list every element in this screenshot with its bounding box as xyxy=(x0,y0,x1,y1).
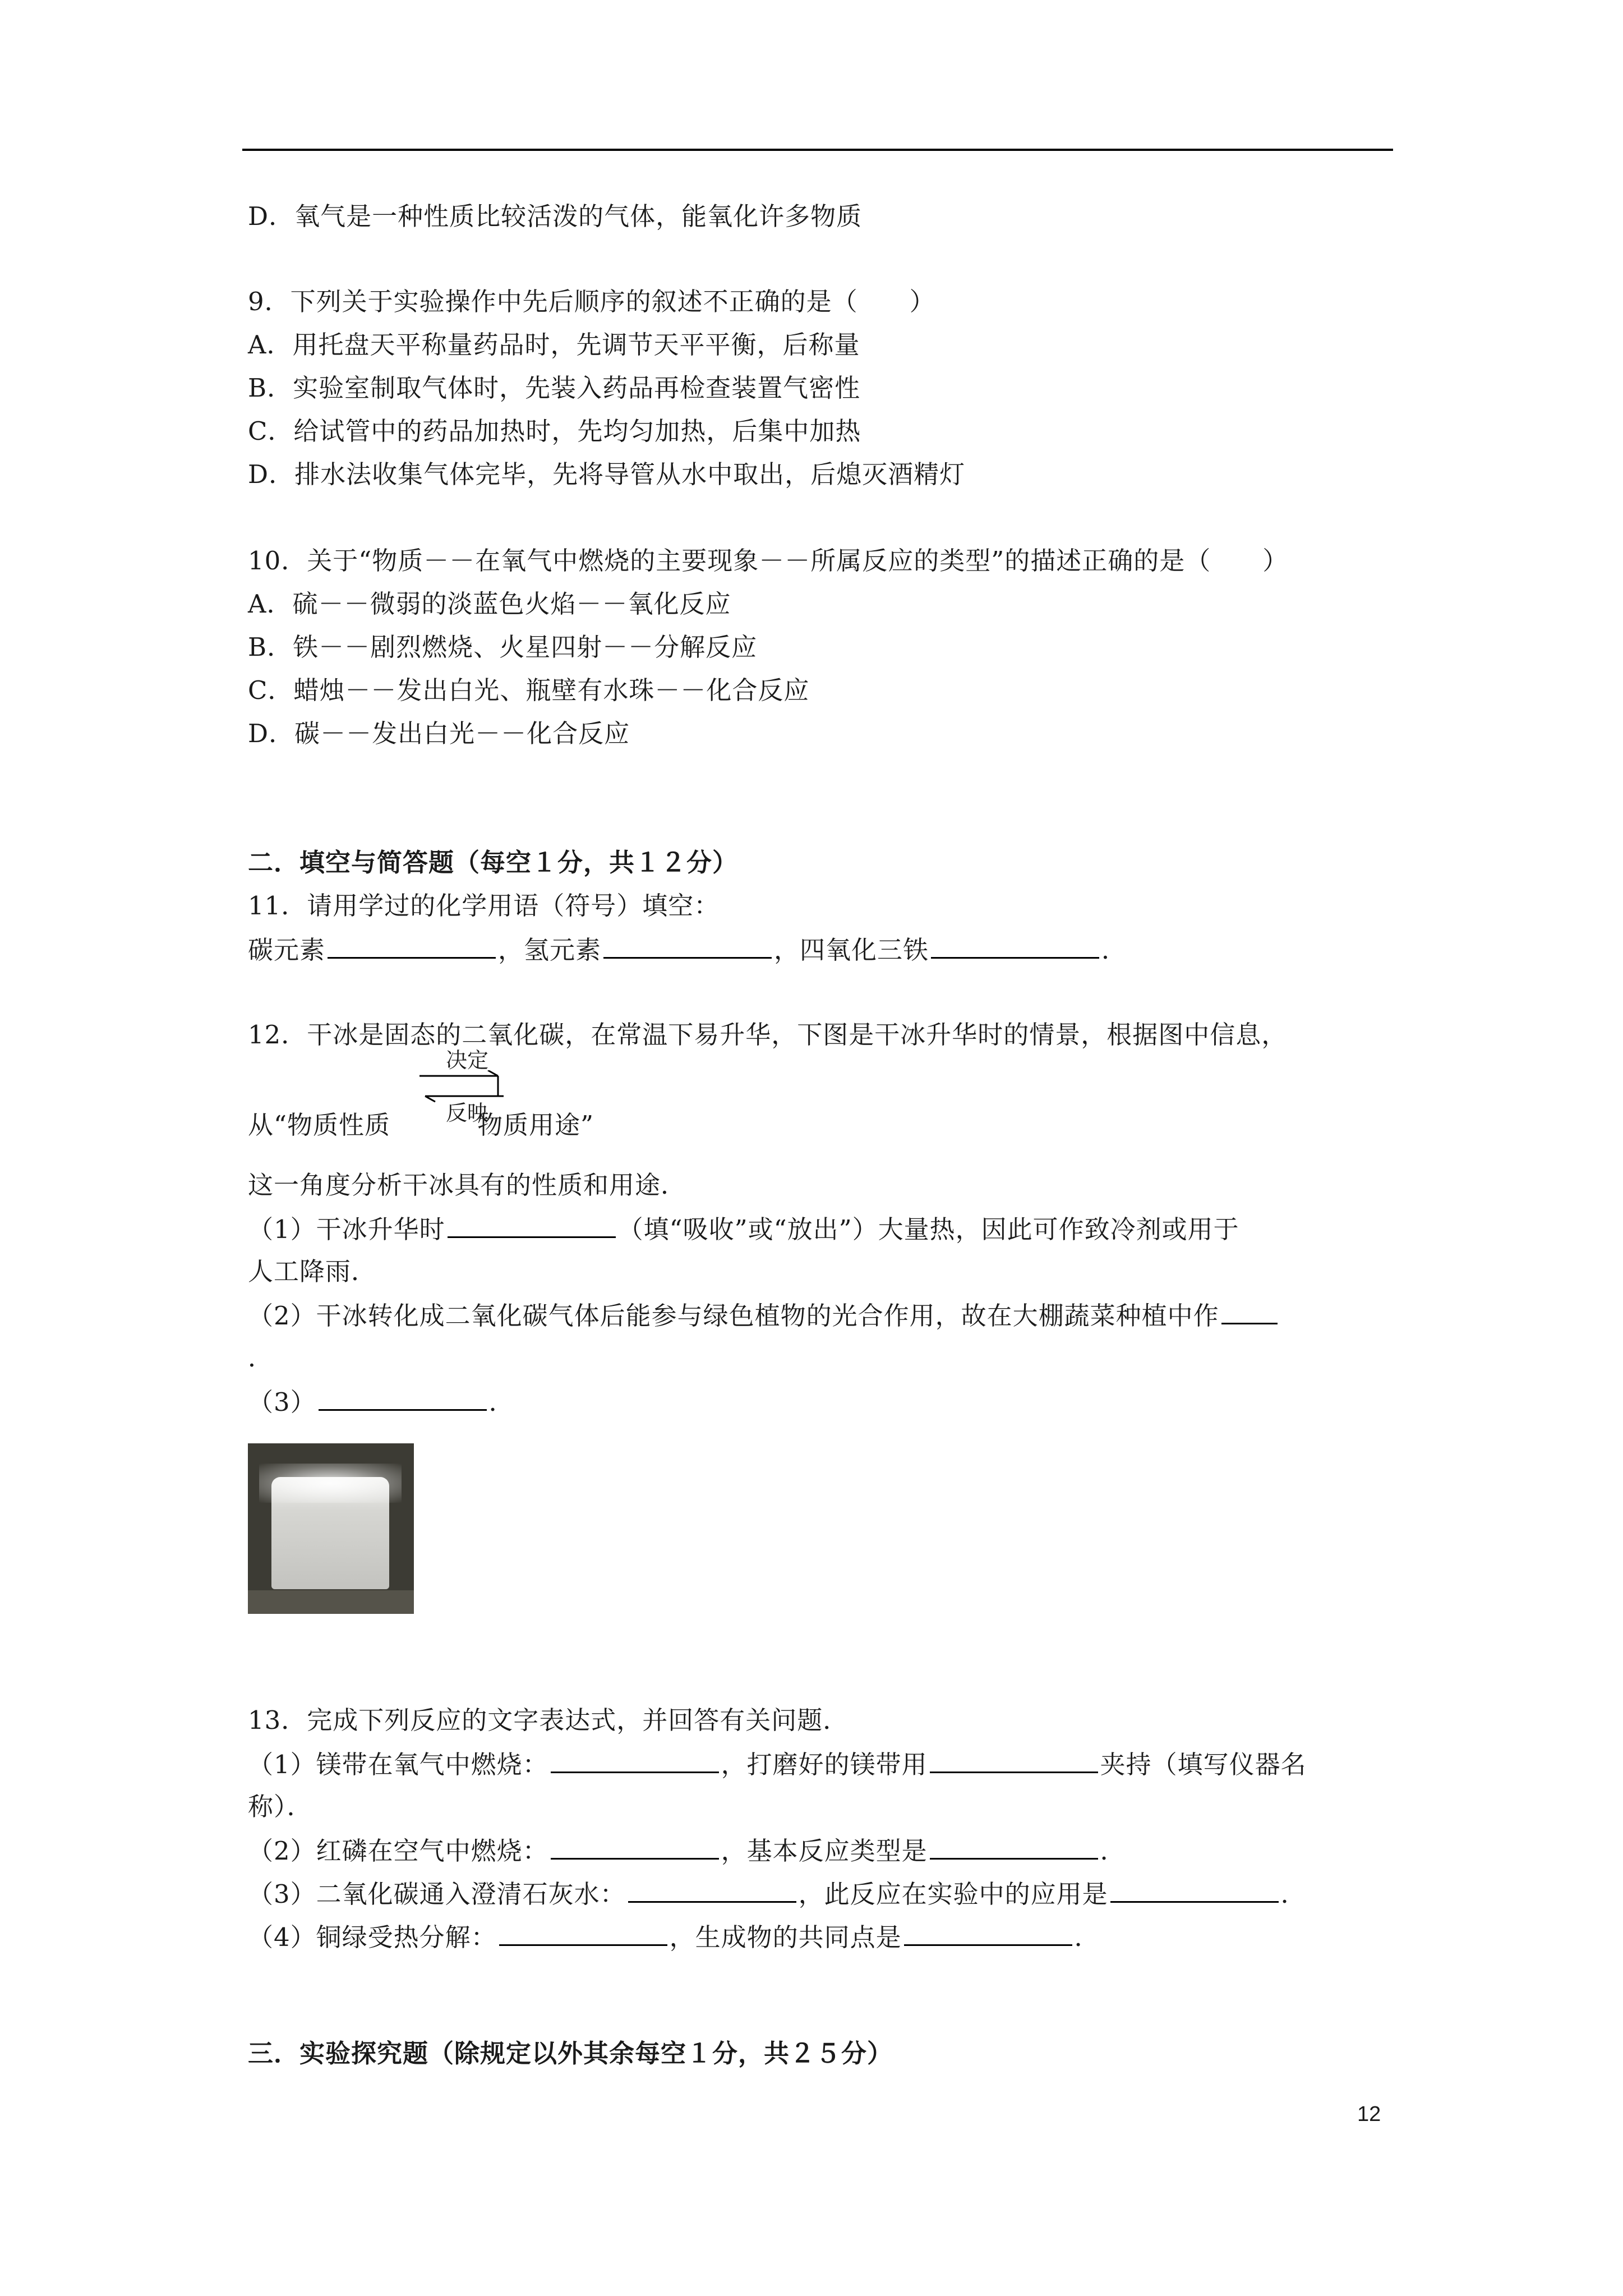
q13-sub1-text-b: ，打磨好的镁带用 xyxy=(721,1750,928,1779)
q13-sub4-text-a: （4）铜绿受热分解： xyxy=(248,1922,497,1952)
q12-sub1-text-a: （1）干冰升华时 xyxy=(248,1214,445,1244)
section2-title: 二．填空与简答题（每空１分，共１２分） xyxy=(248,848,739,877)
arrow-label-determine: 决定 xyxy=(445,1048,488,1073)
q10-option-a: A．硫－－微弱的淡蓝色火焰－－氧化反应 xyxy=(248,589,731,619)
q12-stem: 12．干冰是固态的二氧化碳，在常温下易升华，下图是干冰升华时的情景，根据图中信息， xyxy=(248,1020,1288,1050)
q13-blank-3a[interactable] xyxy=(628,1876,796,1903)
q13-sub4 xyxy=(248,1920,1100,1954)
q12-from-line xyxy=(248,1108,594,1142)
q13-sub3-text-b: ，此反应在实验中的应用是 xyxy=(798,1879,1108,1909)
q13-blank-2b[interactable] xyxy=(930,1833,1098,1860)
q8-option-d: D．氧气是一种性质比较活泼的气体，能氧化许多物质 xyxy=(248,201,863,231)
q13-sub3 xyxy=(248,1876,1307,1911)
q9-option-c: C．给试管中的药品加热时，先均匀加热，后集中加热 xyxy=(248,416,861,446)
q12-blank-3[interactable] xyxy=(319,1384,487,1411)
q13-sub1-text-c: 夹持（填写仪器名 xyxy=(1100,1750,1307,1779)
double-arrow-icon xyxy=(419,1070,504,1104)
q10-option-c: C．蜡烛－－发出白光、瓶壁有水珠－－化合反应 xyxy=(248,675,810,705)
q10-stem: 10．关于“物质－－在氧气中燃烧的主要现象－－所属反应的类型”的描述正确的是（ ） xyxy=(248,546,1289,576)
q10-option-b: B．铁－－剧烈燃烧、火星四射－－分解反应 xyxy=(248,632,758,662)
q13-blank-4a[interactable] xyxy=(499,1920,667,1946)
q13-sub1-cont: 称）． xyxy=(248,1792,313,1821)
q13-sub2 xyxy=(248,1833,1126,1868)
q11-label-fe3o4: ，四氧化三铁 xyxy=(774,935,929,965)
q11-label-carbon: 碳元素 xyxy=(248,935,326,965)
q9-stem: 9．下列关于实验操作中先后顺序的叙述不正确的是（ ） xyxy=(248,287,935,316)
q12-sub2-end: ． xyxy=(248,1343,274,1373)
section3-title: 三．实验探究题（除规定以外其余每空１分，共２５分） xyxy=(248,2039,893,2068)
q12-sub1-cont: 人工降雨． xyxy=(248,1257,377,1286)
q9-option-d: D．排水法收集气体完毕，先将导管从水中取出，后熄灭酒精灯 xyxy=(248,459,966,489)
q9-option-a: A．用托盘天平称量药品时，先调节天平平衡，后称量 xyxy=(248,330,860,360)
q11-label-hydrogen: ，氢元素 xyxy=(498,935,602,965)
q12-sub2 xyxy=(248,1298,1280,1333)
q13-sub4-end: ． xyxy=(1074,1922,1100,1952)
q11-blank-hydrogen[interactable] xyxy=(603,932,772,959)
q12-sub1-text-b: （填“吸收”或“放出”）大量热，因此可作致冷剂或用于 xyxy=(617,1214,1239,1244)
q13-blank-1b[interactable] xyxy=(930,1747,1098,1773)
q13-blank-4b[interactable] xyxy=(904,1920,1072,1946)
q11-blank-carbon[interactable] xyxy=(328,932,496,959)
q12-from-right: 物质用途” xyxy=(477,1110,594,1140)
q11-answer-line xyxy=(248,932,1127,967)
q13-sub1-text-a: （1）镁带在氧气中燃烧： xyxy=(248,1750,548,1779)
q13-sub2-text-b: ，基本反应类型是 xyxy=(721,1836,928,1866)
q13-sub2-text-a: （2）红磷在空气中燃烧： xyxy=(248,1836,548,1866)
q13-blank-1a[interactable] xyxy=(551,1747,719,1773)
q12-blank-2[interactable] xyxy=(1221,1298,1278,1324)
q12-sub3 xyxy=(248,1384,515,1419)
q13-sub3-end: ． xyxy=(1280,1879,1307,1909)
q11-blank-fe3o4[interactable] xyxy=(931,932,1099,959)
q9-option-b: B．实验室制取气体时，先装入药品再检查装置气密性 xyxy=(248,373,861,403)
q12-blank-1[interactable] xyxy=(448,1212,616,1238)
dry-ice-photo xyxy=(248,1443,414,1614)
q13-sub4-text-b: ，生成物的共同点是 xyxy=(669,1922,902,1952)
q13-sub1 xyxy=(248,1747,1307,1782)
header-rule xyxy=(242,149,1393,151)
q11-end: ． xyxy=(1101,935,1128,965)
q12-from-left: 从“物质性质 xyxy=(248,1110,391,1140)
q13-blank-2a[interactable] xyxy=(551,1833,719,1860)
q12-sub1 xyxy=(248,1212,1239,1246)
q10-option-d: D．碳－－发出白光－－化合反应 xyxy=(248,719,630,748)
q13-blank-3b[interactable] xyxy=(1110,1876,1279,1903)
q12-sub3-end: ． xyxy=(488,1387,515,1417)
arrow-label-reflect: 反映 xyxy=(445,1101,488,1125)
q12-sub2-text: （2）干冰转化成二氧化碳气体后能参与绿色植物的光合作用，故在大棚蔬菜种植中作 xyxy=(248,1301,1219,1331)
q13-sub3-text-a: （3）二氧化碳通入澄清石灰水： xyxy=(248,1879,626,1909)
q12-sub3-text: （3） xyxy=(248,1387,316,1417)
q13-stem: 13．完成下列反应的文字表达式，并回答有关问题． xyxy=(248,1705,849,1735)
page-number: 12 xyxy=(1357,2102,1381,2126)
q13-sub2-end: ． xyxy=(1100,1836,1126,1866)
q12-line3: 这一角度分析干冰具有的性质和用途． xyxy=(248,1170,687,1200)
q11-stem: 11．请用学过的化学用语（符号）填空： xyxy=(248,891,720,921)
